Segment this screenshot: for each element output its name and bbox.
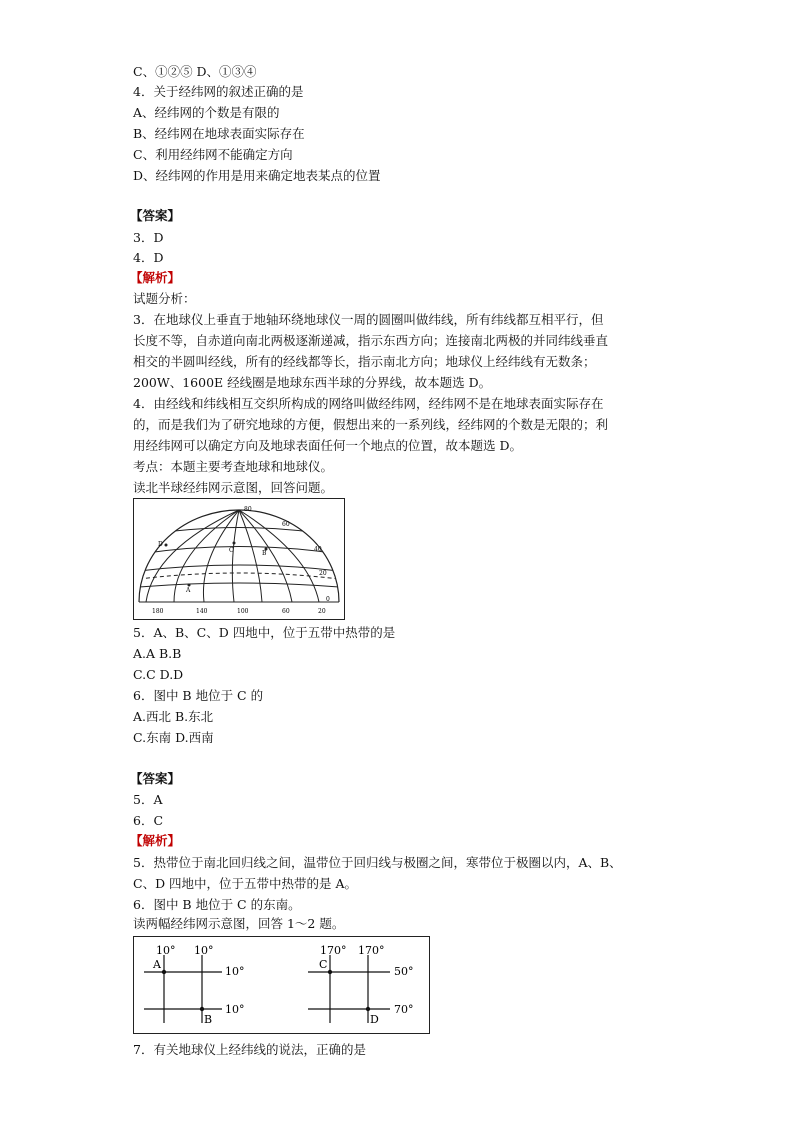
left-top-label-2: 10° [194,944,214,957]
graticule-label-0: 0 [326,596,330,603]
point-c-label: C [229,547,234,554]
explanation-3-line-2: 长度不等，自赤道向南北两极逐渐递减，指示东西方向；连接南北两极的并同纬线垂直 [133,333,609,348]
two-graticule-figure [133,936,430,1034]
read-figure-1: 读北半球经纬网示意图，回答问题。 [133,480,334,495]
q4-option-c: C、利用经纬网不能确定方向 [133,147,293,162]
right-lat-label-2: 70° [394,1003,414,1016]
point-b-label: B [262,550,267,557]
q6-options-cd: C.东南 D.西南 [133,730,214,745]
answer-6: 6．C [133,813,164,828]
explanation-5-line-2: C、D 四地中，位于五带中热带的是 A。 [133,876,358,891]
point-c-label: C [319,958,328,971]
point-b-marker [265,548,268,551]
answer-5: 5．A [133,792,163,807]
point-a-marker [188,584,191,587]
right-top-label-1: 170° [320,944,347,957]
graticule-label-140: 140 [196,608,208,615]
analysis-intro: 试题分析： [133,291,196,306]
point-d-label: D [158,541,163,548]
explanation-3-line-4: 200W、1600E 经线圈是地球东西半球的分界线，故本题选 D。 [133,375,492,390]
left-lat-label-2: 10° [225,1003,245,1016]
q4-option-a: A、经纬网的个数是有限的 [133,105,280,120]
graticule-label-180: 180 [152,608,164,615]
answer-4: 4．D [133,250,164,265]
answer-3: 3．D [133,230,164,245]
question-7: 7．有关地球仪上经纬线的说法，正确的是 [133,1042,366,1057]
question-4: 4．关于经纬网的叙述正确的是 [133,84,304,99]
question-5: 5．A、B、C、D 四地中，位于五带中热带的是 [133,625,396,640]
q3-options: C、①②⑤ D、①③④ [133,64,257,79]
point-c-marker [328,970,332,974]
answer-label-2: 【答案】 [130,771,181,786]
q5-options-cd: C.C D.D [133,667,184,682]
point-d-marker [366,1007,370,1011]
graticule-label-40: 40 [314,546,322,553]
explanation-4-line-3: 用经纬网可以确定方向及地球表面任何一个地点的位置，故本题选 D。 [133,438,522,453]
q4-option-d: D、经纬网的作用是用来确定地表某点的位置 [133,168,381,183]
graticule-label-100: 100 [237,608,249,615]
point-a-label: A [153,958,161,971]
explanation-3-line-3: 相交的半圆叫经线，所有的经线都等长，指示南北方向；地球仪上经纬线有无数条； [133,354,596,369]
graticule-label-60-bottom: 60 [282,608,290,615]
point-d-marker [165,544,168,547]
point-d-label: D [370,1013,379,1026]
graticule-label-80: 80 [244,506,252,513]
point-b-marker [200,1007,204,1011]
q4-option-b: B、经纬网在地球表面实际存在 [133,126,305,141]
explanation-4-line-1: 4．由经线和纬线相互交织所构成的网络叫做经纬网，经纬网不是在地球表面实际存在 [133,396,604,411]
left-top-label-1: 10° [156,944,176,957]
graticule-label-60: 60 [282,521,290,528]
right-top-label-2: 170° [358,944,385,957]
northern-hemisphere-graticule-figure [133,498,345,620]
question-6: 6．图中 B 地位于 C 的 [133,688,264,703]
kaodian: 考点：本题主要考查地球和地球仪。 [133,459,334,474]
q6-options-ab: A.西北 B.东北 [133,709,214,724]
graticule-label-20: 20 [319,570,327,577]
explanation-6: 6．图中 B 地位于 C 的东南。 [133,897,301,912]
analysis-label-2: 【解析】 [130,833,181,848]
point-c-marker [233,542,236,545]
point-a-label: A [186,587,191,594]
analysis-label-1: 【解析】 [130,270,181,285]
left-lat-label-1: 10° [225,965,245,978]
graticule-label-20-bottom: 20 [318,608,326,615]
point-a-marker [162,970,166,974]
right-lat-label-1: 50° [394,965,414,978]
explanation-4-line-2: 的，而是我们为了研究地球的方便，假想出来的一系列线，经纬网的个数是无限的；利 [133,417,609,432]
read-figure-2: 读两幅经纬网示意图，回答 1～2 题。 [133,916,345,931]
explanation-3-line-1: 3．在地球仪上垂直于地轴环绕地球仪一周的圆圈叫做纬线，所有纬线都互相平行，但 [133,312,604,327]
point-b-label: B [204,1013,213,1026]
explanation-5-line-1: 5．热带位于南北回归线之间，温带位于回归线与极圈之间，寒带位于极圈以内，A、B、 [133,855,622,870]
q5-options-ab: A.A B.B [133,646,182,661]
answer-label-1: 【答案】 [130,208,181,223]
